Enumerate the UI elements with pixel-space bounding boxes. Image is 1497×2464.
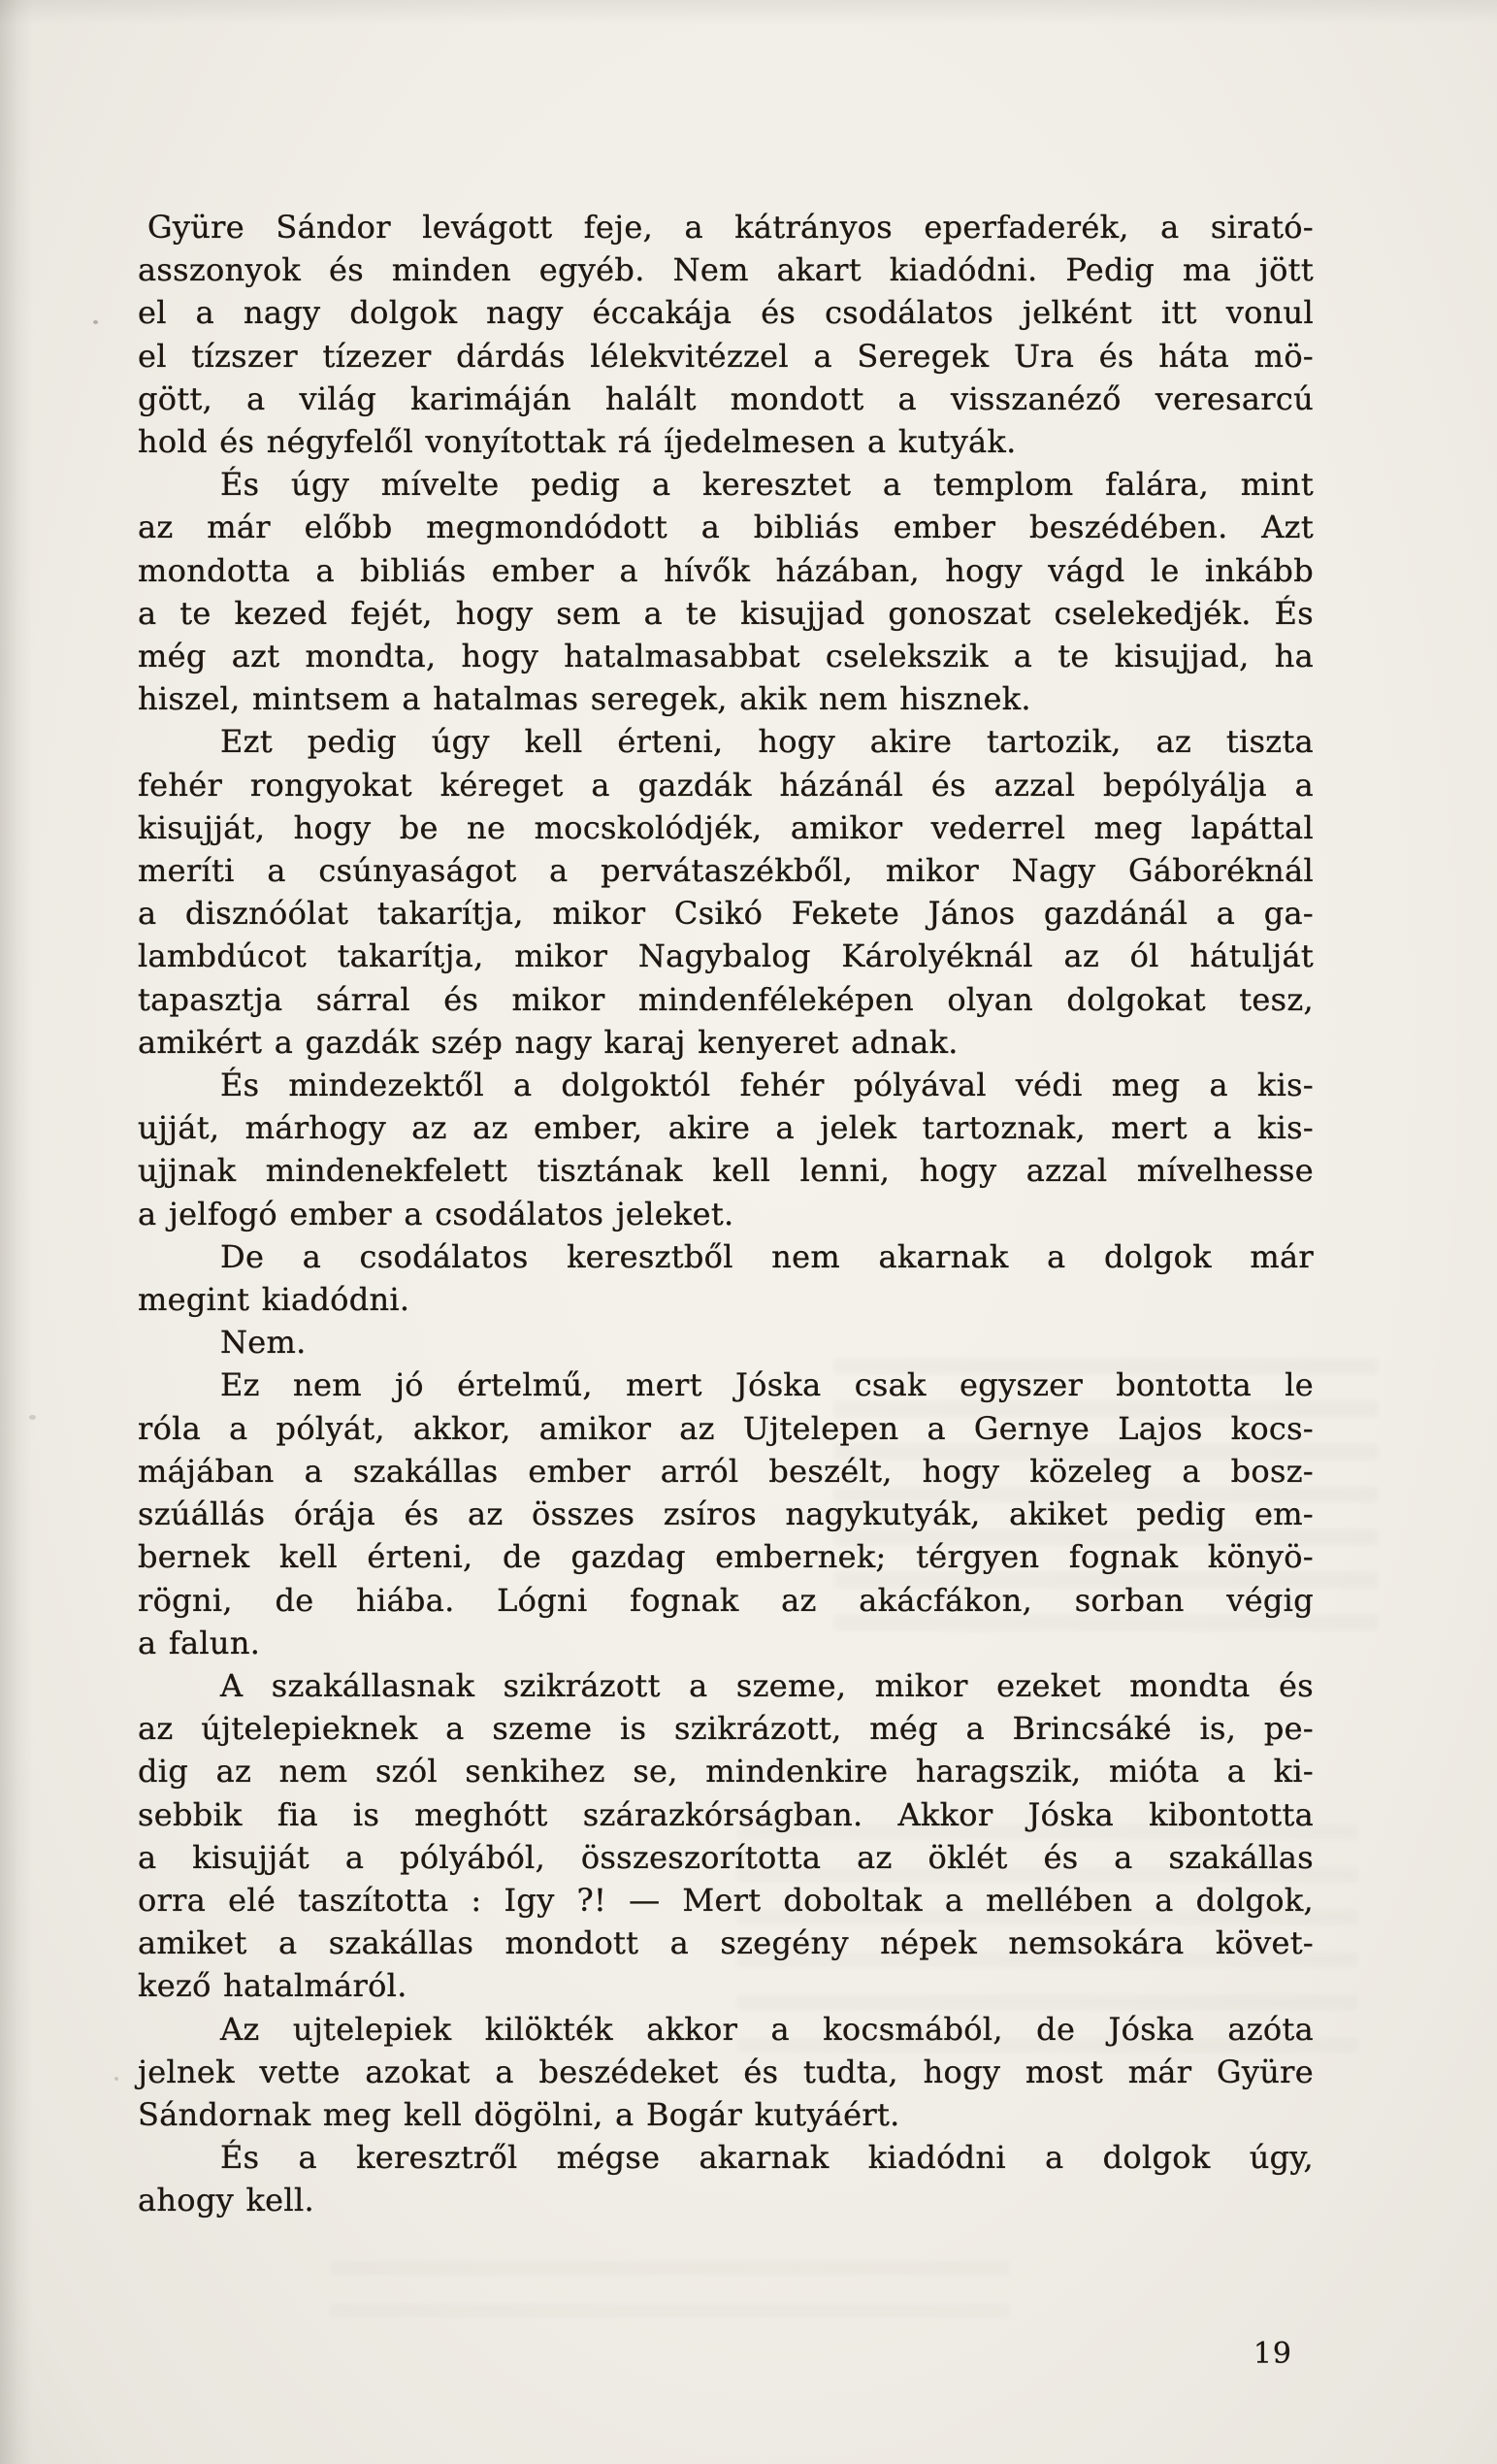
text-line: De a csodálatos keresztből nem akarnak a dolgok már — [220, 1237, 1314, 1275]
paragraph — [138, 1064, 1314, 1235]
text-line: Gyüre Sándor levágott feje, a kátrányos eperfaderék, a sirató- — [147, 209, 1314, 246]
text-line: dig az nem szól senkihez se, mindenkire haragszik, mióta a ki- — [138, 1753, 1314, 1791]
text-line: És mindezektől a dolgoktól fehér pólyával védi meg a kis- — [220, 1067, 1314, 1104]
paragraph — [138, 1321, 1314, 1363]
text-line: jelnek vette azokat a beszédeket és tudta, hogy most már Gyüre — [138, 2053, 1314, 2090]
text-line: még azt mondta, hogy hatalmasabbat cselekszik a te kisujjad, ha — [138, 638, 1314, 675]
text-line: a jelfogó ember a csodálatos jeleket. — [138, 1195, 734, 1232]
text-line: amikért a gazdák szép nagy karaj kenyeret adnak. — [138, 1023, 959, 1061]
text-line: az újtelepieknek a szeme is szikrázott, még a Brincsáké is, pe- — [138, 1710, 1314, 1748]
text-line: kező hatalmáról. — [138, 1967, 407, 2005]
paragraph — [138, 2008, 1314, 2137]
scan-top-shadow — [0, 0, 1497, 25]
ink-bleed-smudge — [330, 2261, 1009, 2319]
page-number: 19 — [1253, 2337, 1292, 2371]
paragraph — [138, 206, 1314, 463]
text-line: el tízszer tízezer dárdás lélekvitézzel a Seregek Ura és háta mö- — [138, 337, 1314, 375]
text-line: Sándornak meg kell dögölni, a Bogár kutyáért. — [138, 2095, 900, 2133]
text-line: a disznóólat takarítja, mikor Csikó Fekete János gazdánál a ga- — [138, 895, 1314, 933]
text-line: bernek kell érteni, de gazdag embernek; térgyen fognak könyö- — [138, 1538, 1314, 1576]
text-line: Ez nem jó értelmű, mert Jóska csak egyszer bontotta le — [220, 1366, 1314, 1404]
paragraph — [138, 1363, 1314, 1663]
paragraph — [138, 720, 1314, 1064]
paragraph — [138, 463, 1314, 720]
text-line: tapasztja sárral és mikor mindenféleképen olyan dolgokat tesz, — [138, 980, 1314, 1018]
text-line: sebbik fia is meghótt szárazkórságban. Akkor Jóska kibontotta — [138, 1795, 1314, 1833]
text-line: orra elé taszította : Igy ?! — Mert doboltak a mellében a dolgok, — [138, 1881, 1314, 1919]
text-line: a te kezed fejét, hogy sem a te kisujjad gonoszat cselekedjék. És — [138, 594, 1314, 632]
text-line: mondotta a bibliás ember a hívők házában, hogy vágd le inkább — [138, 551, 1314, 589]
text-line: fehér rongyokat kéreget a gazdák házánál és azzal bepólyálja a — [138, 766, 1314, 804]
paragraph — [138, 1664, 1314, 2008]
text-line: amiket a szakállas mondott a szegény népek nemsokára követ- — [138, 1924, 1314, 1962]
text-line: Az ujtelepiek kilökték akkor a kocsmából, de Jóska azóta — [220, 2010, 1314, 2048]
ink-speck — [93, 320, 98, 324]
text-line: lambdúcot takarítja, mikor Nagybalog Károlyéknál az ól hátulját — [138, 937, 1314, 975]
text-line: meríti a csúnyaságot a pervátaszékből, mikor Nagy Gáboréknál — [138, 852, 1314, 890]
text-line: az már előbb megmondódott a bibliás ember beszédében. Azt — [138, 509, 1314, 546]
text-line: A szakállasnak szikrázott a szeme, mikor ezeket mondta és — [220, 1666, 1314, 1704]
text-line: hold és négyfelől vonyítottak rá íjedelmesen a kutyák. — [138, 423, 1017, 461]
text-line: És a keresztről mégse akarnak kiadódni a dolgok úgy, — [220, 2139, 1314, 2177]
text-line: ujját, márhogy az az ember, akire a jelek tartoznak, mert a kis- — [138, 1109, 1314, 1147]
text-line: gött, a világ karimáján halált mondott a visszanéző veresarcú — [138, 379, 1314, 417]
ink-speck — [114, 2077, 118, 2081]
ink-speck — [29, 1415, 36, 1420]
text-line: el a nagy dolgok nagy éccakája és csodálatos jelként itt vonul — [138, 294, 1314, 332]
text-line: róla a pólyát, akkor, amikor az Ujtelepen a Gernye Lajos kocs- — [138, 1409, 1314, 1447]
text-line: megint kiadódni. — [138, 1281, 410, 1319]
text-block — [138, 206, 1314, 2222]
text-line: ahogy kell. — [138, 2182, 314, 2219]
paragraph — [138, 2136, 1314, 2221]
text-line: rögni, de hiába. Lógni fognak az akácfákon, sorban végig — [138, 1581, 1314, 1619]
scan-gutter-shadow — [0, 0, 33, 2464]
text-line: kisujját, hogy be ne mocskolódjék, amikor vederrel meg lapáttal — [138, 808, 1314, 846]
text-line: a falun. — [138, 1624, 261, 1661]
paragraph — [138, 1235, 1314, 1321]
text-line: Ezt pedig úgy kell érteni, hogy akire tartozik, az tiszta — [220, 723, 1314, 761]
text-line: És úgy mívelte pedig a keresztet a templom falára, mint — [220, 466, 1314, 504]
text-line: a kisujját a pólyából, összeszorította az öklét és a szakállas — [138, 1838, 1314, 1876]
text-line: asszonyok és minden egyéb. Nem akart kiadódni. Pedig ma jött — [138, 251, 1314, 289]
text-line: ujjnak mindenekfelett tisztának kell lenni, hogy azzal mívelhesse — [138, 1152, 1314, 1190]
text-line: szúállás órája és az összes zsíros nagykutyák, akiket pedig em- — [138, 1495, 1314, 1533]
text-line: hiszel, mintsem a hatalmas seregek, akik nem hisznek. — [138, 680, 1031, 718]
text-line: májában a szakállas ember arról beszélt, hogy közeleg a bosz- — [138, 1452, 1314, 1490]
text-line: Nem. — [220, 1324, 307, 1362]
